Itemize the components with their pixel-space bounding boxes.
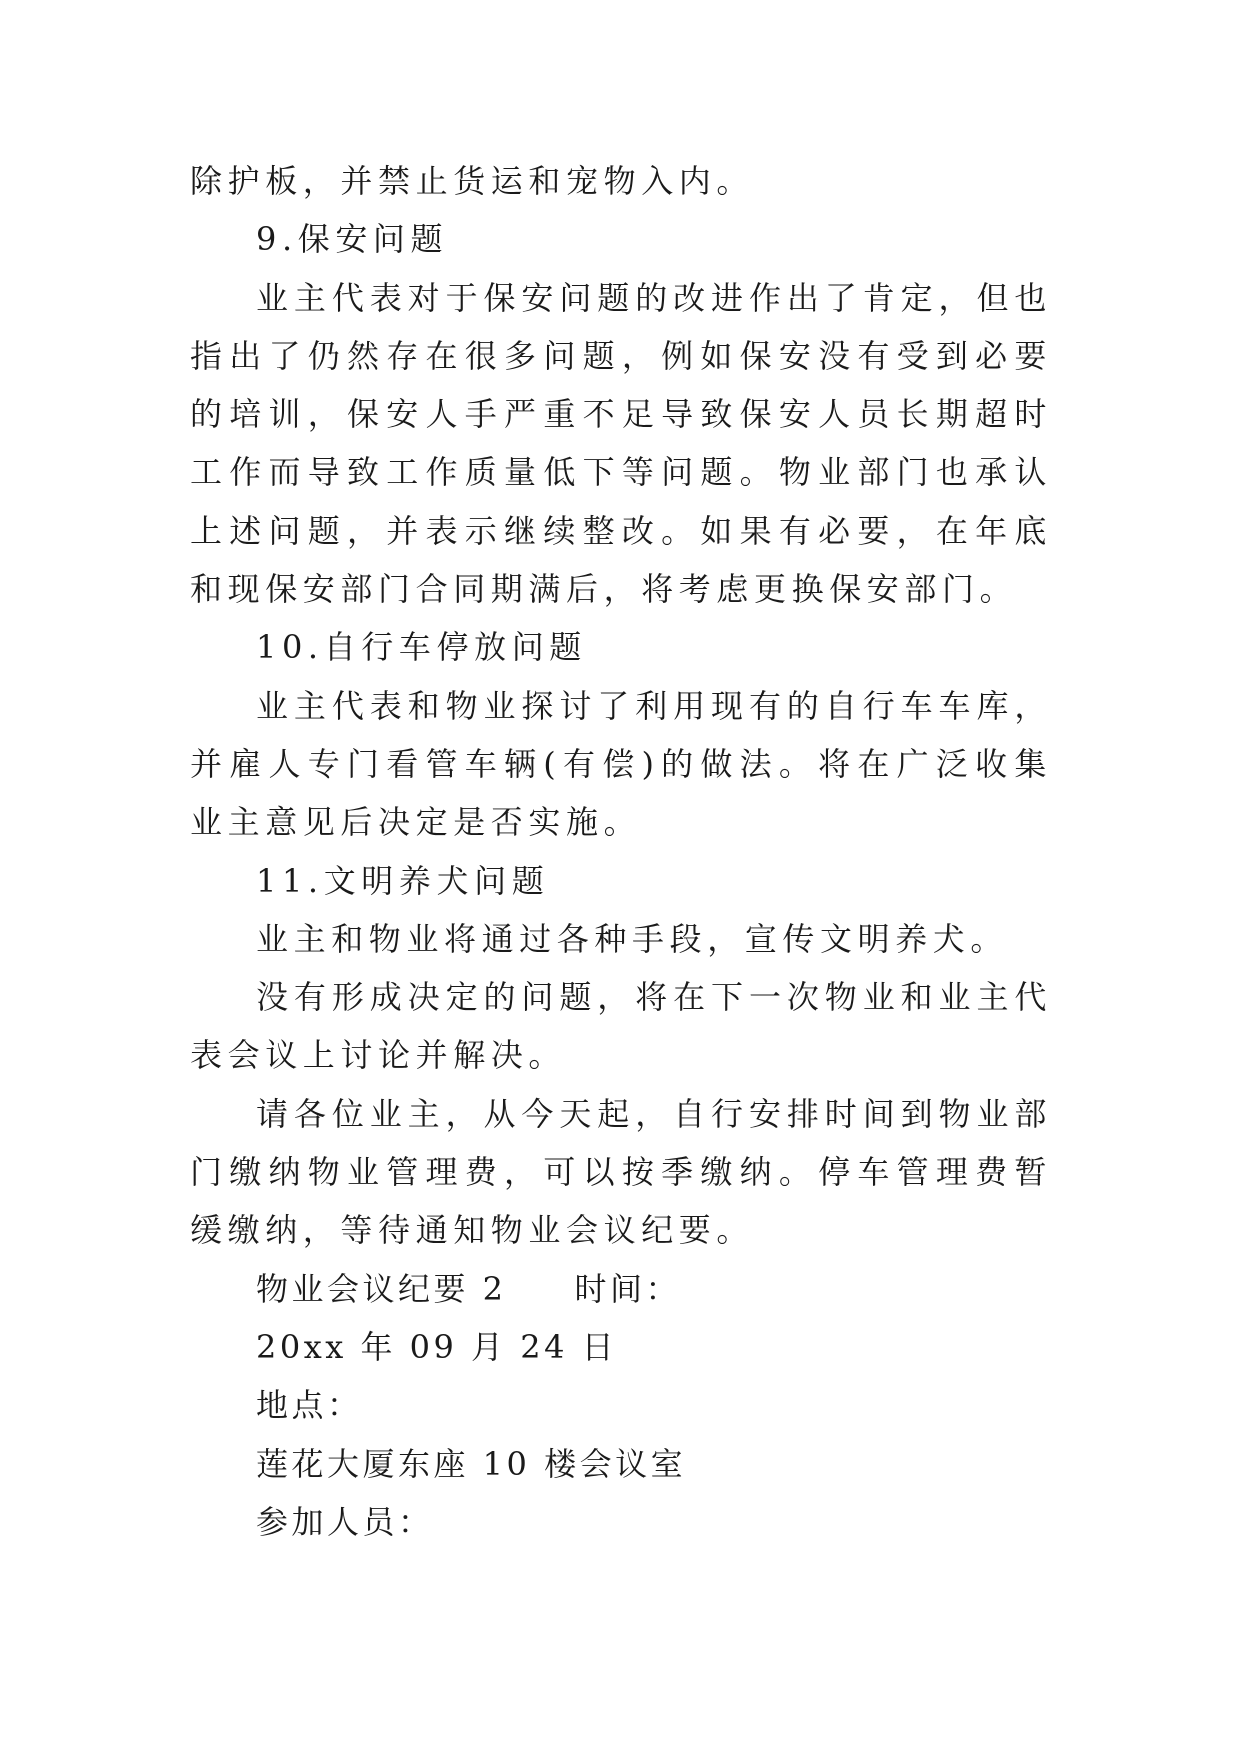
paragraph-bicycle-parking: 业主代表和物业探讨了利用现有的自行车车库，并雇人专门看管车辆(有偿)的做法。将在广泛收集业主意见后决定是否实施。 — [190, 686, 1052, 842]
section-heading-bicycle-parking: 10.自行车停放问题 — [256, 628, 587, 667]
meeting-date: 20xx 年 09 月 24 日 — [256, 1327, 618, 1366]
paragraph-pending-issues: 没有形成决定的问题，将在下一次物业和业主代表会议上讨论并解决。 — [190, 978, 1052, 1075]
section-heading-dog-keeping: 11.文明养犬问题 — [256, 861, 550, 900]
meeting-location-label: 地点： — [256, 1386, 363, 1425]
paragraph-fee-notice: 请各位业主，从今天起，自行安排时间到物业部门缴纳物业管理费，可以按季缴纳。停车管理费暂缓缴纳，等待通知物业会议纪要。 — [190, 1094, 1052, 1250]
paragraph-dog-keeping: 业主和物业将通过各种手段，宣传文明养犬。 — [256, 919, 1009, 958]
section-heading-security: 9.保安问题 — [256, 220, 449, 259]
paragraph-continuation: 除护板，并禁止货运和宠物入内。 — [190, 162, 755, 200]
meeting-time-label: 时间： — [574, 1269, 682, 1308]
meeting-location: 莲花大厦东座 10 楼会议室 — [256, 1444, 687, 1483]
meeting-title: 物业会议纪要 2 — [256, 1269, 507, 1308]
meeting-title-line — [190, 1260, 1052, 1318]
meeting-attendees-label: 参加人员： — [256, 1502, 434, 1541]
paragraph-security: 业主代表对于保安问题的改进作出了肯定，但也指出了仍然存在很多问题，例如保安没有受到必要的培训，保安人手严重不足导致保安人员长期超时工作而导致工作质量低下等问题。物业部门也承认上述问题，并表示继续整改。如果有必要，在年底和现保安部门合同期满后，将考虑更换保安部门。 — [190, 278, 1052, 609]
document-body — [190, 152, 1052, 1551]
